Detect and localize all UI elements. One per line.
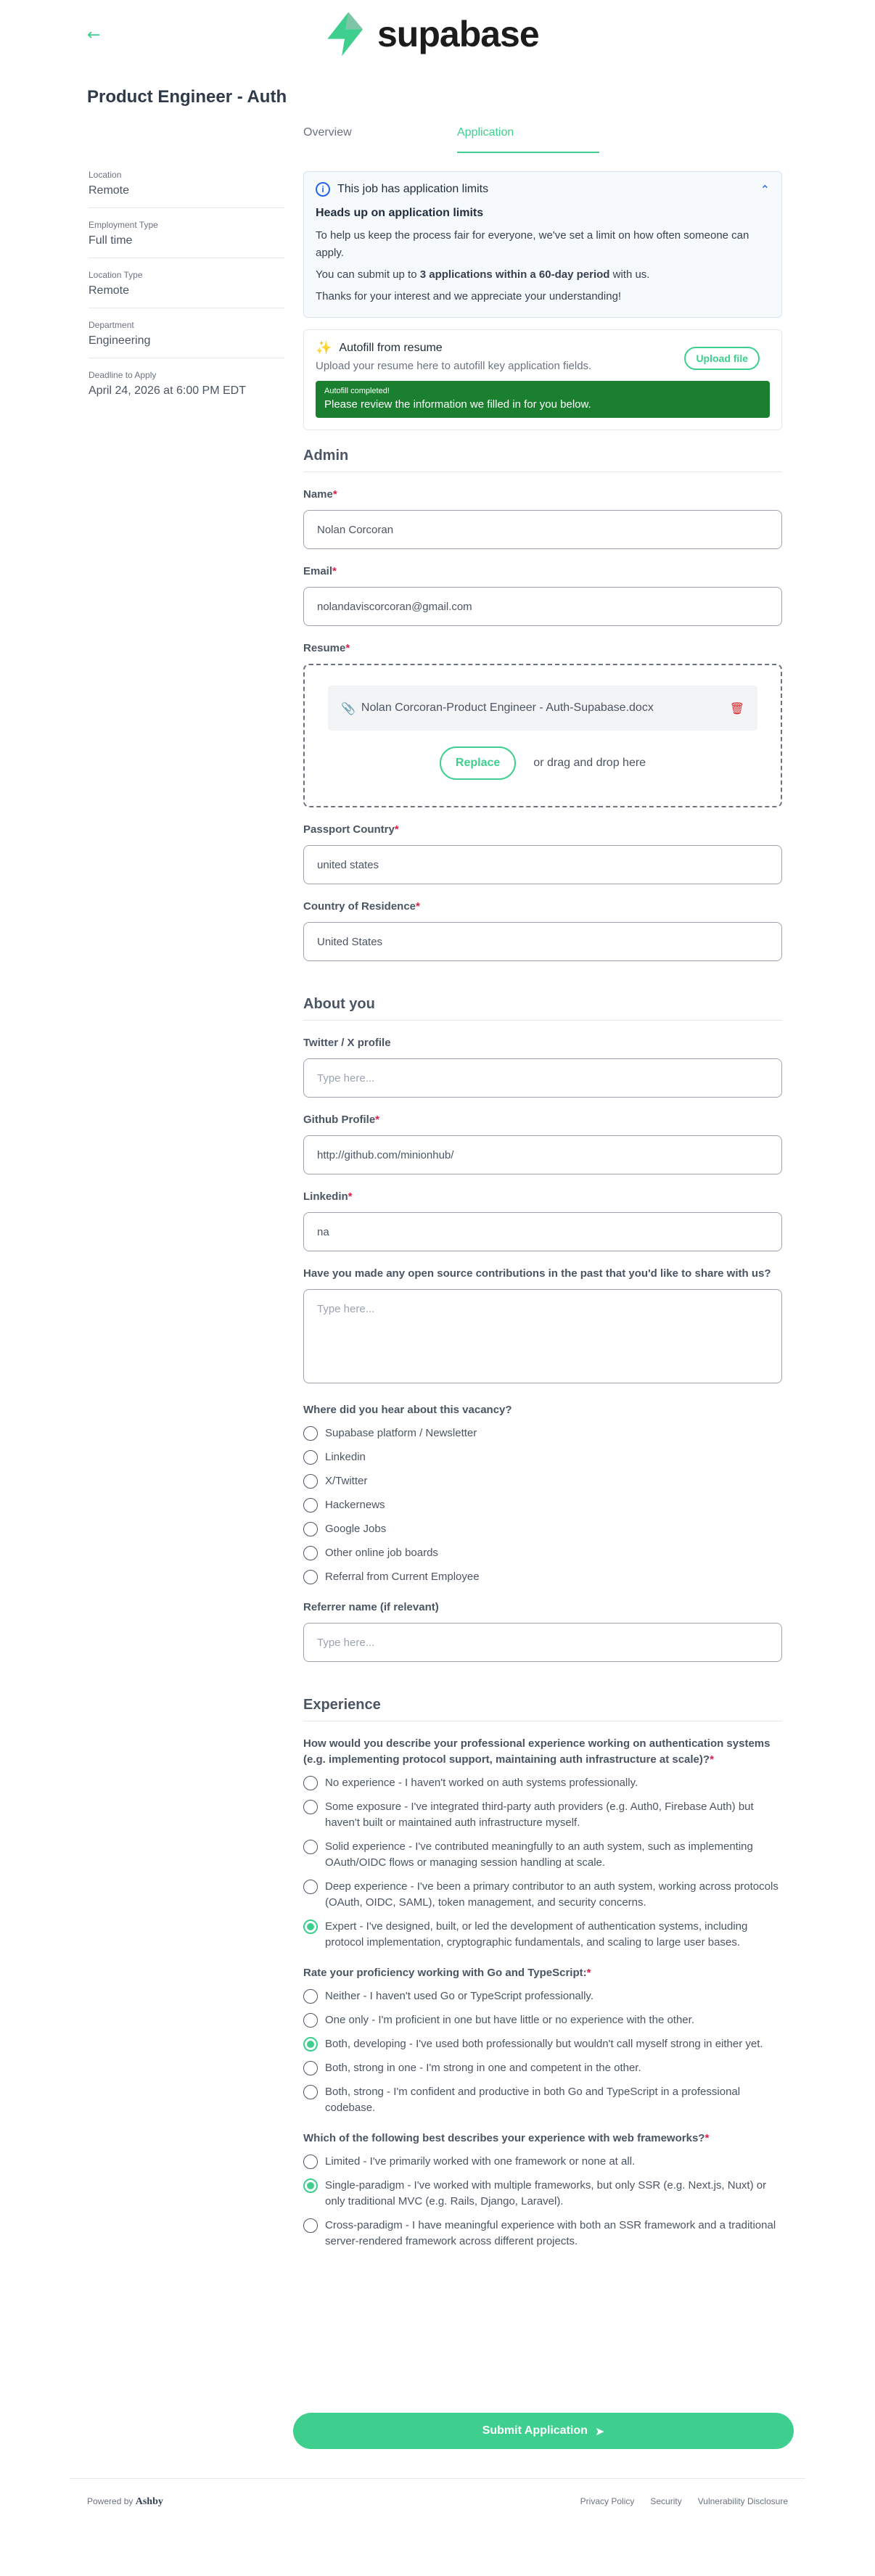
label-text: Linkedin bbox=[303, 1190, 348, 1203]
meta-department bbox=[89, 316, 284, 358]
meta-value: Remote bbox=[89, 284, 130, 297]
label-text: Name bbox=[303, 488, 333, 501]
radio-label: Cross-paradigm - I have meaningful experience with both an SSR framework and a traditional server-rendered framework across different projects. bbox=[325, 2219, 776, 2247]
top-bar bbox=[0, 0, 875, 70]
label-text: Which of the following best describes your experience with web frameworks? bbox=[303, 2132, 705, 2144]
notice-heading: Heads up on application limits bbox=[316, 207, 484, 219]
radio-label: Supabase platform / Newsletter bbox=[325, 1427, 477, 1439]
radio-button[interactable] bbox=[303, 1522, 318, 1536]
footer-links bbox=[580, 2496, 788, 2506]
radio-option[interactable] bbox=[303, 2012, 782, 2028]
radio-button[interactable] bbox=[303, 1450, 318, 1465]
passport-country-field[interactable]: united states bbox=[303, 845, 782, 884]
meta-value: April 24, 2026 at 6:00 PM EDT bbox=[89, 384, 246, 397]
radio-label: Solid experience - I've contributed meaningfully to an auth system, such as implementing OAuth/OIDC flows or managing session handling at scale. bbox=[325, 1840, 753, 1869]
banner-small-text: Autofill completed! bbox=[324, 387, 390, 395]
github-field[interactable]: http://github.com/minionhub/ bbox=[303, 1135, 782, 1174]
radio-label: One only - I'm proficient in one but have little or no experience with the other. bbox=[325, 2014, 694, 2026]
application-form bbox=[303, 171, 782, 2258]
radio-label: Some exposure - I've integrated third-party auth providers (e.g. Auth0, Firebase Auth) but haven't built or maintained auth infrastructure myself. bbox=[325, 1801, 754, 1829]
security-link[interactable]: Security bbox=[650, 2496, 682, 2506]
tab-overview[interactable]: Overview bbox=[303, 126, 352, 139]
supabase-logo[interactable] bbox=[321, 10, 539, 58]
radio-option[interactable] bbox=[303, 1545, 782, 1561]
radio-button-selected[interactable] bbox=[303, 1919, 318, 1934]
radio-option[interactable] bbox=[303, 1425, 782, 1441]
notice-paragraph: To help us keep the process fair for everyone, we've set a limit on how often someone can apply. bbox=[316, 229, 749, 259]
arrow-left-icon[interactable]: ← bbox=[87, 26, 101, 44]
auth-experience-options bbox=[303, 1775, 782, 1951]
footer bbox=[70, 2478, 805, 2522]
application-limits-notice bbox=[303, 171, 782, 318]
notice-header[interactable] bbox=[316, 182, 770, 197]
radio-option[interactable] bbox=[303, 1569, 782, 1585]
github-label bbox=[303, 1112, 782, 1128]
radio-option[interactable] bbox=[303, 1449, 782, 1465]
required-marker: * bbox=[375, 1114, 380, 1126]
meta-location-type bbox=[89, 266, 284, 308]
chevron-up-icon[interactable]: ⌃ bbox=[760, 182, 770, 197]
placeholder-text: Type here... bbox=[317, 1071, 375, 1085]
replace-row bbox=[328, 746, 757, 780]
powered-prefix: Powered by bbox=[87, 2496, 133, 2506]
radio-label: Both, strong in one - I'm strong in one and competent in the other. bbox=[325, 2062, 641, 2074]
passport-country-label bbox=[303, 822, 782, 838]
resume-file-row bbox=[328, 686, 757, 731]
radio-label: Both, developing - I've used both professionally but wouldn't call myself strong in either yet. bbox=[325, 2038, 763, 2050]
radio-option[interactable] bbox=[303, 2084, 782, 2116]
job-meta-sidebar bbox=[89, 165, 284, 415]
radio-label: X/Twitter bbox=[325, 1475, 368, 1487]
meta-value: Engineering bbox=[89, 334, 151, 347]
notice-title: This job has application limits bbox=[337, 183, 489, 195]
meta-deadline bbox=[89, 366, 284, 408]
country-of-residence-field[interactable]: United States bbox=[303, 922, 782, 961]
radio-label: Google Jobs bbox=[325, 1523, 387, 1535]
meta-value: Remote bbox=[89, 184, 130, 197]
radio-button[interactable] bbox=[303, 1880, 318, 1894]
required-marker: * bbox=[416, 900, 420, 913]
radio-button[interactable] bbox=[303, 2155, 318, 2169]
drag-drop-text: or drag and drop here bbox=[533, 757, 646, 769]
linkedin-field[interactable]: na bbox=[303, 1212, 782, 1251]
notice-paragraph bbox=[316, 266, 770, 284]
radio-option[interactable] bbox=[303, 1521, 782, 1537]
meta-employment-type bbox=[89, 215, 284, 258]
tab-application[interactable]: Application bbox=[457, 126, 514, 139]
radio-option-selected[interactable] bbox=[303, 2178, 782, 2210]
radio-button[interactable] bbox=[303, 1776, 318, 1790]
web-frameworks-label bbox=[303, 2131, 782, 2147]
submit-label: Submit Application bbox=[482, 2424, 588, 2437]
placeholder-text: Type here... bbox=[317, 1303, 375, 1315]
linkedin-label bbox=[303, 1189, 782, 1205]
radio-option-selected[interactable] bbox=[303, 2036, 782, 2052]
resume-file-name: Nolan Corcoran-Product Engineer - Auth-Supabase.docx bbox=[361, 701, 654, 714]
twitter-label: Twitter / X profile bbox=[303, 1037, 391, 1049]
send-icon: ➤ bbox=[594, 2424, 605, 2438]
radio-label: Both, strong - I'm confident and productive in both Go and TypeScript in a professional codebase. bbox=[325, 2086, 741, 2114]
ashby-logo: Ashby bbox=[135, 2496, 163, 2507]
radio-button[interactable] bbox=[303, 1570, 318, 1584]
radio-option[interactable] bbox=[303, 1775, 782, 1791]
privacy-policy-link[interactable]: Privacy Policy bbox=[580, 2496, 635, 2506]
notice-text: with us. bbox=[609, 268, 650, 281]
radio-label: No experience - I haven't worked on auth systems professionally. bbox=[325, 1777, 638, 1789]
meta-label: Employment Type bbox=[89, 220, 158, 230]
radio-button[interactable] bbox=[303, 1474, 318, 1489]
open-source-label: Have you made any open source contributions in the past that you'd like to share with us? bbox=[303, 1267, 771, 1280]
radio-label: Neither - I haven't used Go or TypeScript professionally. bbox=[325, 1990, 593, 2002]
radio-option[interactable] bbox=[303, 1879, 782, 1911]
upload-file-button[interactable]: Upload file bbox=[684, 347, 760, 370]
replace-button[interactable]: Replace bbox=[440, 746, 516, 780]
required-marker: * bbox=[710, 1753, 714, 1766]
go-typescript-options bbox=[303, 1988, 782, 2116]
resume-label bbox=[303, 641, 782, 657]
label-text: Passport Country bbox=[303, 823, 395, 836]
radio-label: Expert - I've designed, built, or led the development of authentication systems, including protocol implementation, cryptographic fundamentals, and scaling to large user bases. bbox=[325, 1920, 748, 1949]
auth-experience-label bbox=[303, 1736, 782, 1768]
radio-option[interactable] bbox=[303, 2154, 782, 2170]
paperclip-icon: 📎 bbox=[341, 701, 356, 715]
radio-label: Other online job boards bbox=[325, 1547, 438, 1559]
radio-option[interactable] bbox=[303, 1799, 782, 1831]
radio-label: Hackernews bbox=[325, 1499, 385, 1511]
radio-option[interactable] bbox=[303, 1839, 782, 1871]
name-label bbox=[303, 487, 782, 503]
radio-option[interactable] bbox=[303, 1988, 782, 2004]
section-heading-admin: Admin bbox=[303, 448, 782, 472]
meta-label: Location bbox=[89, 170, 122, 180]
meta-label: Department bbox=[89, 320, 134, 330]
radio-button[interactable] bbox=[303, 2061, 318, 2075]
label-text: Github Profile bbox=[303, 1114, 376, 1126]
radio-option[interactable] bbox=[303, 1473, 782, 1489]
banner-text: Please review the information we filled in for you below. bbox=[324, 398, 591, 411]
powered-by[interactable] bbox=[87, 2496, 163, 2508]
autofill-title: Autofill from resume bbox=[339, 341, 443, 354]
go-typescript-label bbox=[303, 1965, 782, 1981]
meta-label: Deadline to Apply bbox=[89, 370, 157, 380]
notice-bold-text: 3 applications within a 60-day period bbox=[419, 268, 610, 281]
required-marker: * bbox=[586, 1967, 591, 1979]
radio-button[interactable] bbox=[303, 1840, 318, 1854]
active-tab-indicator bbox=[457, 152, 599, 153]
radio-button-selected[interactable] bbox=[303, 2037, 318, 2052]
referrer-label: Referrer name (if relevant) bbox=[303, 1601, 439, 1613]
radio-button[interactable] bbox=[303, 1426, 318, 1441]
radio-option[interactable] bbox=[303, 2060, 782, 2076]
radio-label: Referral from Current Employee bbox=[325, 1571, 480, 1583]
required-marker: * bbox=[704, 2132, 710, 2144]
required-marker: * bbox=[332, 488, 337, 501]
label-text: Rate your proficiency working with Go and TypeScript: bbox=[303, 1967, 587, 1979]
radio-option-selected[interactable] bbox=[303, 1919, 782, 1951]
supabase-bolt-icon bbox=[321, 10, 369, 58]
twitter-field[interactable] bbox=[303, 1058, 782, 1098]
autofill-success-banner bbox=[316, 381, 770, 418]
email-field[interactable]: nolandaviscorcoran@gmail.com bbox=[303, 587, 782, 626]
notice-text: You can submit up to bbox=[316, 268, 420, 281]
radio-option[interactable] bbox=[303, 1497, 782, 1513]
sparkle-icon: ✨ bbox=[316, 340, 332, 355]
meta-label: Location Type bbox=[89, 270, 143, 280]
autofill-panel bbox=[303, 329, 782, 430]
radio-button[interactable] bbox=[303, 1800, 318, 1814]
required-marker: * bbox=[332, 565, 337, 577]
referrer-field[interactable] bbox=[303, 1623, 782, 1662]
email-label bbox=[303, 564, 782, 580]
name-field[interactable]: Nolan Corcoran bbox=[303, 510, 782, 549]
open-source-textarea[interactable] bbox=[303, 1289, 782, 1383]
radio-label: Limited - I've primarily worked with one framework or none at all. bbox=[325, 2155, 636, 2168]
radio-label: Linkedin bbox=[325, 1451, 366, 1463]
trash-icon[interactable]: 🗑 bbox=[729, 701, 744, 715]
meta-location bbox=[89, 165, 284, 208]
required-marker: * bbox=[348, 1190, 353, 1203]
section-heading-experience: Experience bbox=[303, 1697, 782, 1721]
section-heading-about: About you bbox=[303, 996, 782, 1021]
radio-button[interactable] bbox=[303, 1989, 318, 2004]
required-marker: * bbox=[345, 642, 350, 654]
radio-label: Single-paradigm - I've worked with multiple frameworks, but only SSR (e.g. Next.js, Nuxt) or only traditional MVC (e.g. Rails, Django, Laravel). bbox=[325, 2179, 767, 2207]
placeholder-text: Type here... bbox=[317, 1636, 375, 1649]
info-icon: i bbox=[316, 182, 330, 197]
vulnerability-disclosure-link[interactable]: Vulnerability Disclosure bbox=[697, 2496, 788, 2506]
logo-text: supabase bbox=[377, 14, 539, 54]
radio-button[interactable] bbox=[303, 1546, 318, 1560]
web-frameworks-options bbox=[303, 2154, 782, 2250]
radio-option[interactable] bbox=[303, 2218, 782, 2250]
resume-dropzone[interactable] bbox=[303, 664, 782, 807]
radio-button[interactable] bbox=[303, 2218, 318, 2233]
label-text: Country of Residence bbox=[303, 900, 416, 913]
country-of-residence-label bbox=[303, 899, 782, 915]
autofill-subtitle: Upload your resume here to autofill key application fields. bbox=[316, 360, 592, 372]
radio-button[interactable] bbox=[303, 1498, 318, 1513]
hear-about-options bbox=[303, 1425, 782, 1585]
label-text: How would you describe your professional experience working on authentication systems (e.g. implementing protocol support, maintaining auth infrastructure at scale)? bbox=[303, 1737, 771, 1766]
label-text: Email bbox=[303, 565, 333, 577]
submit-application-button[interactable] bbox=[293, 2413, 794, 2449]
radio-button-selected[interactable] bbox=[303, 2178, 318, 2193]
meta-value: Full time bbox=[89, 234, 133, 247]
radio-label: Deep experience - I've been a primary contributor to an auth system, working across protocols (OAuth, OIDC, SAML), token management, and security concerns. bbox=[325, 1880, 779, 1909]
label-text: Resume bbox=[303, 642, 346, 654]
radio-button[interactable] bbox=[303, 2085, 318, 2099]
job-tabs bbox=[303, 123, 782, 154]
job-title: Product Engineer - Auth bbox=[87, 87, 287, 107]
radio-button[interactable] bbox=[303, 2013, 318, 2028]
required-marker: * bbox=[394, 823, 399, 836]
hear-about-label: Where did you hear about this vacancy? bbox=[303, 1404, 512, 1416]
notice-paragraph: Thanks for your interest and we appreciate your understanding! bbox=[316, 290, 622, 303]
